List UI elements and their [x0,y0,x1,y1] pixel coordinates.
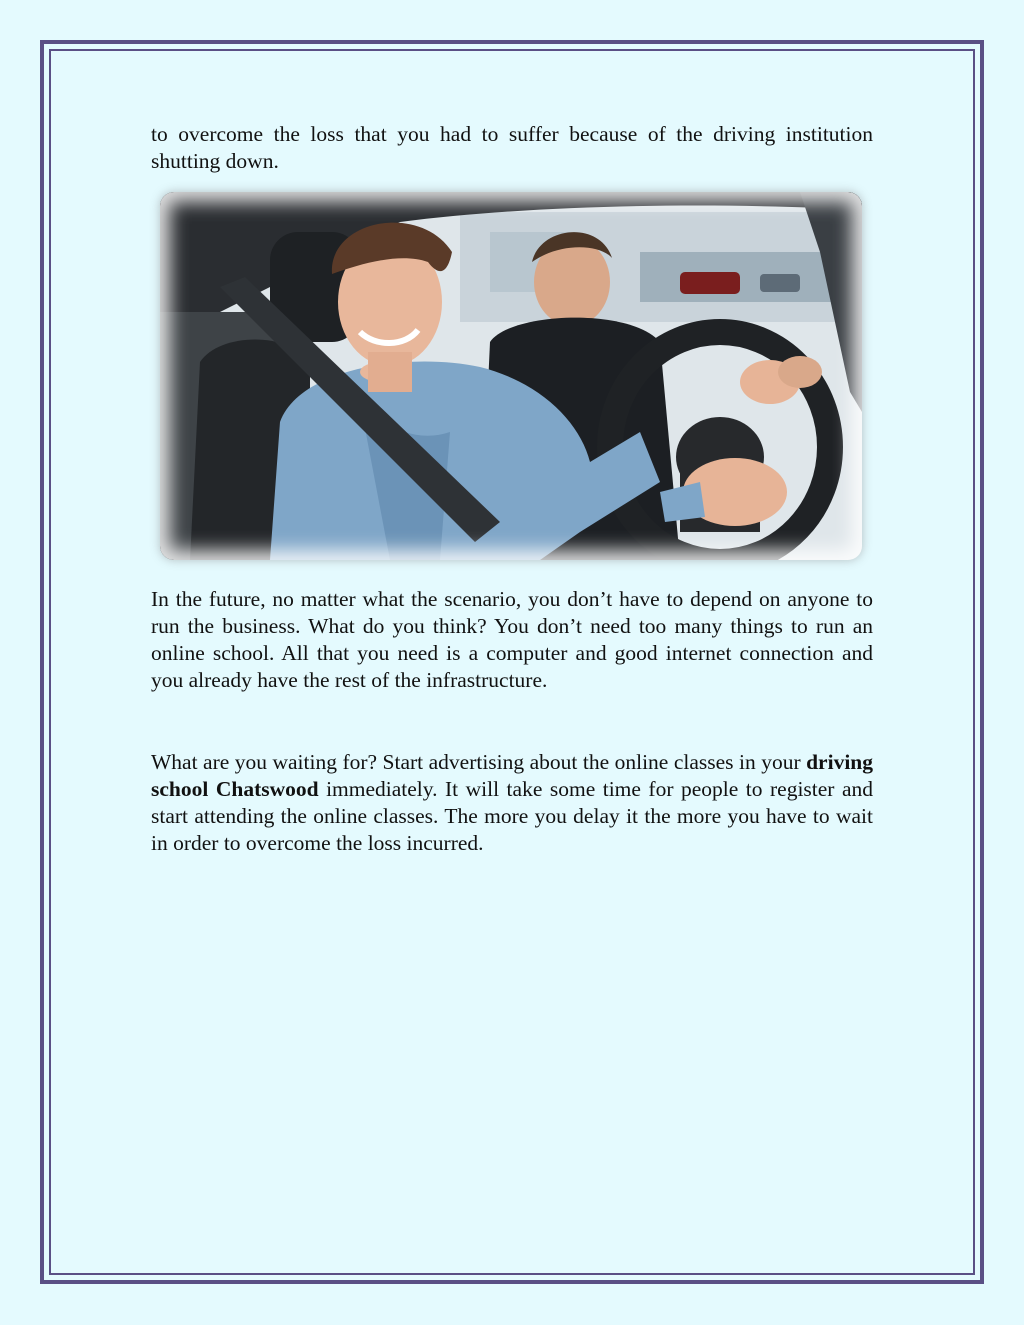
waiting-paragraph-end: immediately. It will take some time for people to register and start attending the online classes. The more you delay it the more you have to wait in order to overcome the loss incurred. [151,777,873,855]
top-paragraph-block [151,121,873,175]
future-paragraph-block [151,586,873,694]
top-paragraph: to overcome the loss that you had to suffer because of the driving institution shutting down. [151,122,873,173]
waiting-paragraph [151,749,873,857]
future-paragraph: In the future, no matter what the scenario, you don’t have to depend on anyone to run the business. What do you think? You don’t need too many things to run an online school. All that you need is a computer and good internet connection and you already have the rest of the infrastructure. [151,587,873,692]
waiting-paragraph-block [151,749,873,857]
driving-school-link[interactable]: driving school Chatswood [151,750,873,801]
driving-lesson-photo [160,192,862,560]
waiting-paragraph-start: What are you waiting for? Start advertising about the online classes in your [151,750,807,774]
driving-lesson-illustration [160,192,862,560]
